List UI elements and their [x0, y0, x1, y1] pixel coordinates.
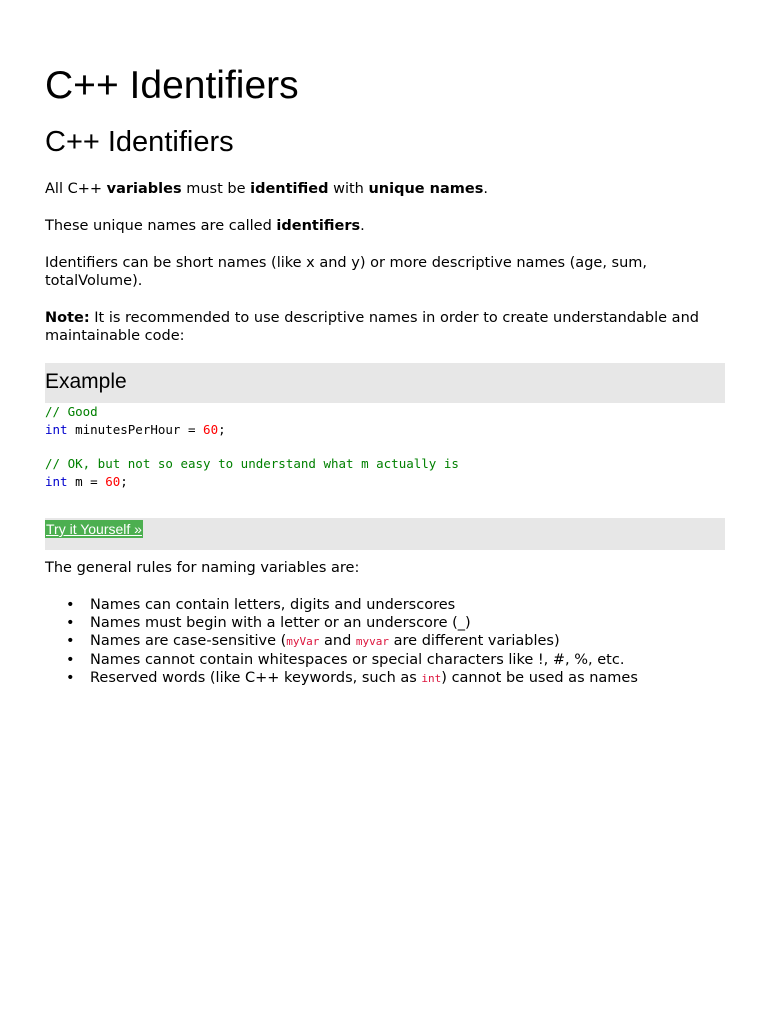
- list-item: [45, 651, 725, 669]
- try-it-bar: [45, 518, 725, 550]
- list-item: [45, 614, 725, 632]
- note-paragraph: [45, 309, 725, 345]
- try-it-yourself-button[interactable]: Try it Yourself »: [46, 521, 142, 537]
- rule-text: Names must begin with a letter or an underscore (_): [90, 615, 471, 631]
- example-header: [45, 363, 725, 403]
- note-text: It is recommended to use descriptive names in order to create understandable and maintainable code:: [45, 310, 699, 344]
- inline-code: myvar: [355, 635, 390, 648]
- intro-paragraph: [45, 180, 725, 198]
- rules-intro: The general rules for naming variables are:: [45, 560, 360, 576]
- rule-text: are different variables): [389, 633, 560, 649]
- rule-text: Names cannot contain whitespaces or special characters like !, #, %, etc.: [90, 652, 625, 668]
- list-item: [45, 669, 725, 688]
- code-text: ;: [120, 474, 128, 489]
- example-heading: Example: [45, 370, 127, 393]
- p2-text-2: .: [360, 218, 365, 234]
- p1-text-2: must be: [181, 181, 251, 197]
- p1-bold-identified: identified: [250, 181, 329, 197]
- rule-text: Names can contain letters, digits and underscores: [90, 597, 456, 613]
- p1-bold-variables: variables: [106, 181, 182, 197]
- list-item: [45, 632, 725, 651]
- code-line: [45, 403, 98, 421]
- code-text: m =: [67, 474, 106, 489]
- inline-code: int: [421, 672, 442, 685]
- code-line: [45, 455, 459, 473]
- identifiers-paragraph: [45, 217, 725, 235]
- inline-code: myVar: [286, 635, 320, 648]
- p1-text-1: All C++: [45, 181, 107, 197]
- code-text: ;: [218, 422, 226, 437]
- code-keyword: int: [45, 422, 68, 437]
- code-number: 60: [105, 474, 121, 489]
- code-number: 60: [203, 422, 219, 437]
- p1-text-3: with: [328, 181, 369, 197]
- rule-text: ) cannot be used as names: [441, 670, 638, 686]
- code-line: [45, 421, 226, 439]
- note-label: Note:: [45, 310, 90, 326]
- names-paragraph: [45, 254, 725, 290]
- p3-text-1: Identifiers can be short names (like x and y) or more descriptive names (age, sum, totalVolume).: [45, 255, 648, 289]
- rules-list: [45, 596, 725, 688]
- p1-text-4: .: [483, 181, 488, 197]
- code-comment: // OK, but not so easy to understand what m actually is: [45, 456, 459, 471]
- code-text: minutesPerHour =: [67, 422, 204, 437]
- code-line: [45, 473, 128, 491]
- page-title: C++ Identifiers: [45, 64, 299, 107]
- list-item: [45, 596, 725, 614]
- code-comment: // Good: [45, 404, 98, 419]
- p1-bold-unique-names: unique names: [368, 181, 484, 197]
- p2-text-1: These unique names are called: [45, 218, 277, 234]
- section-title: C++ Identifiers: [45, 126, 234, 158]
- code-keyword: int: [45, 474, 68, 489]
- p2-bold-identifiers: identifiers: [276, 218, 361, 234]
- rule-text: Reserved words (like C++ keywords, such as: [90, 670, 422, 686]
- rule-text: Names are case-sensitive (: [90, 633, 287, 649]
- rule-text: and: [319, 633, 356, 649]
